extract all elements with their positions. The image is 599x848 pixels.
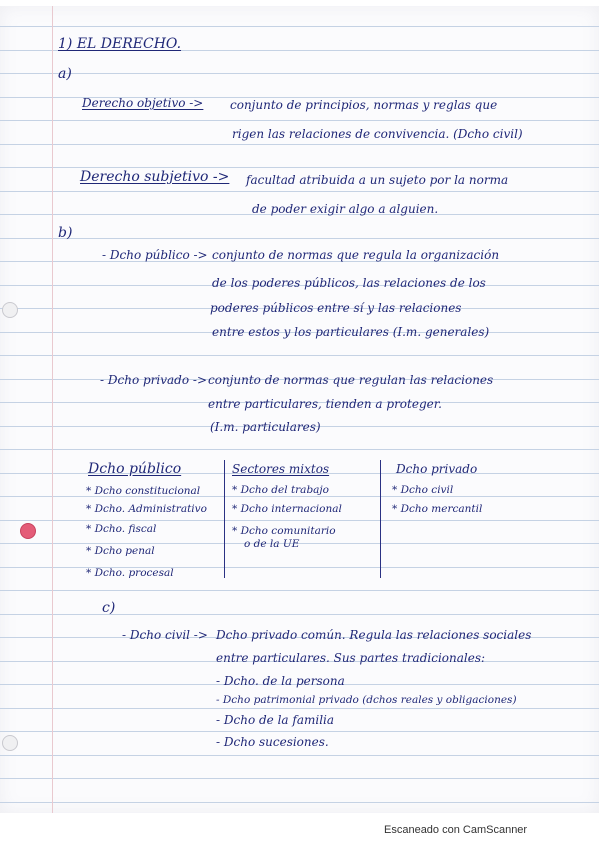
- col-mixtos-item: o de la UE: [244, 538, 300, 550]
- scanner-watermark: Escaneado con CamScanner: [384, 824, 528, 836]
- col-publico-item: * Dcho. Administrativo: [86, 503, 207, 515]
- ruled-line: [0, 144, 599, 145]
- civil-part: - Dcho sucesiones.: [216, 735, 329, 749]
- col-mixtos-header: Sectores mixtos: [232, 462, 330, 476]
- ruled-line: [0, 614, 599, 615]
- civil-term: - Dcho civil ->: [122, 628, 208, 642]
- subjetivo-term: Derecho subjetivo ->: [80, 169, 230, 185]
- punch-hole: [2, 735, 18, 751]
- civil-part: - Dcho. de la persona: [216, 674, 345, 688]
- publico-line-3: poderes públicos entre sí y las relaciones: [210, 301, 462, 315]
- col-mixtos-item: * Dcho del trabajo: [232, 484, 329, 496]
- col-privado-item: * Dcho civil: [392, 484, 454, 496]
- table-divider: [224, 460, 225, 578]
- ruled-line: [0, 449, 599, 450]
- ruled-line: [0, 520, 599, 521]
- margin-line: [52, 6, 53, 813]
- section-c-label: c): [102, 600, 116, 616]
- civil-line-1: Dcho privado común. Regula las relaciones sociales: [216, 628, 532, 642]
- ruled-line: [0, 543, 599, 544]
- ruled-line: [0, 755, 599, 756]
- heading: 1) EL DERECHO.: [58, 36, 182, 52]
- section-a-label: a): [58, 66, 72, 82]
- publico-line-4: entre estos y los particulares (I.m. generales): [212, 325, 490, 339]
- civil-line-2: entre particulares. Sus partes tradicionales:: [216, 651, 486, 665]
- ruled-line: [0, 120, 599, 121]
- ruled-line: [0, 167, 599, 168]
- col-privado-header: Dcho privado: [396, 462, 478, 476]
- table-divider: [380, 460, 381, 578]
- objetivo-line-2: rigen las relaciones de convivencia. (Dcho civil): [232, 127, 523, 141]
- subjetivo-line-1: facultad atribuida a un sujeto por la norma: [246, 173, 509, 187]
- col-publico-item: * Dcho. procesal: [86, 567, 174, 579]
- objetivo-term: Derecho objetivo ->: [82, 96, 204, 110]
- privado-line-1: conjunto de normas que regulan las relaciones: [208, 373, 494, 387]
- publico-line-2: de los poderes públicos, las relaciones de los: [212, 276, 486, 290]
- privado-line-3: (I.m. particulares): [210, 420, 321, 434]
- ruled-line: [0, 191, 599, 192]
- privado-term: - Dcho privado ->: [100, 373, 207, 387]
- objetivo-line-1: conjunto de principios, normas y reglas que: [230, 98, 498, 112]
- publico-term: - Dcho público ->: [102, 248, 208, 262]
- col-mixtos-item: * Dcho comunitario: [232, 525, 336, 537]
- ruled-line: [0, 590, 599, 591]
- ruled-line: [0, 355, 599, 356]
- civil-part: - Dcho patrimonial privado (dchos reales y obligaciones): [216, 694, 517, 706]
- ruled-line: [0, 73, 599, 74]
- ruled-line: [0, 238, 599, 239]
- ruled-line: [0, 26, 599, 27]
- civil-part: - Dcho de la familia: [216, 713, 335, 727]
- col-publico-item: * Dcho. fiscal: [86, 523, 157, 535]
- col-mixtos-item: * Dcho internacional: [232, 503, 342, 515]
- ruled-line: [0, 802, 599, 803]
- punch-hole-red: [20, 523, 36, 539]
- ruled-line: [0, 731, 599, 732]
- section-b-label: b): [58, 225, 73, 241]
- privado-line-2: entre particulares, tienden a proteger.: [208, 397, 442, 411]
- ruled-line: [0, 778, 599, 779]
- col-publico-item: * Dcho constitucional: [86, 485, 201, 497]
- notebook-page: [0, 6, 599, 813]
- subjetivo-line-2: de poder exigir algo a alguien.: [252, 202, 439, 216]
- punch-hole: [2, 302, 18, 318]
- col-privado-item: * Dcho mercantil: [392, 503, 483, 515]
- col-publico-header: Dcho público: [88, 461, 182, 477]
- ruled-line: [0, 708, 599, 709]
- publico-line-1: conjunto de normas que regula la organización: [212, 248, 500, 262]
- col-publico-item: * Dcho penal: [86, 545, 155, 557]
